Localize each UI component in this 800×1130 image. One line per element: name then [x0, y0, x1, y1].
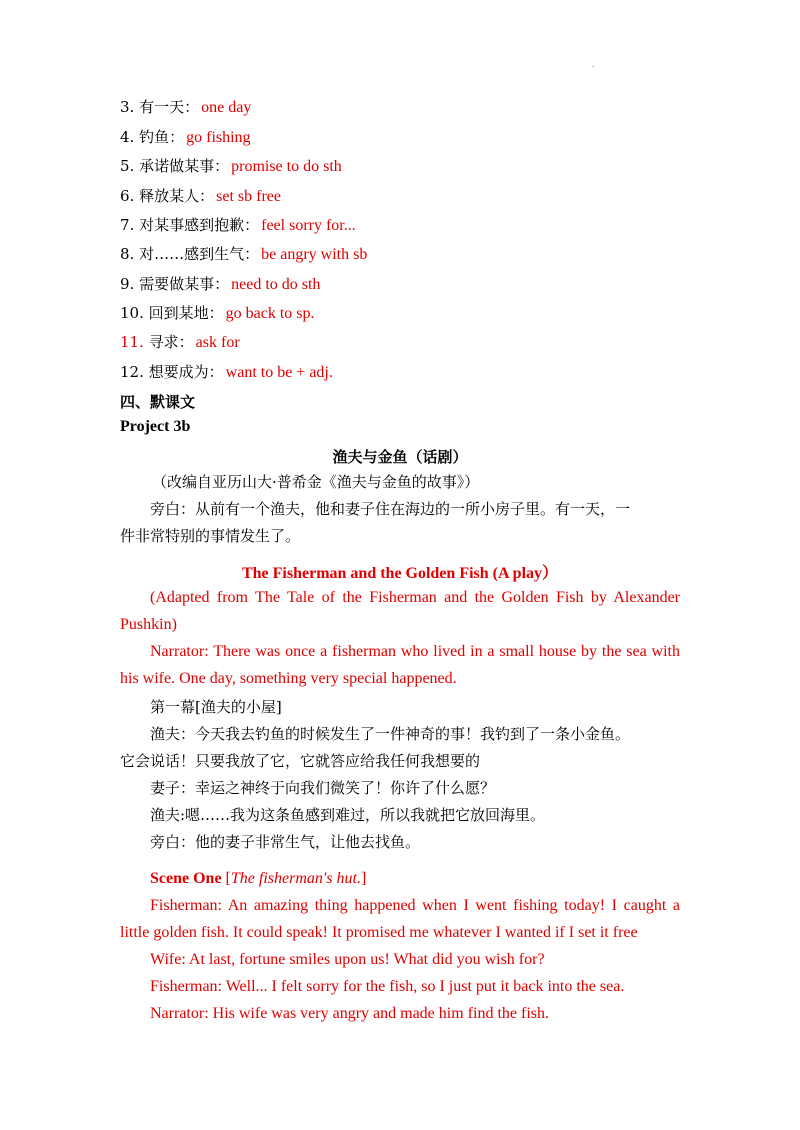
fisherman-line-en: Fisherman: Well... I felt sorry for the fish, so I just put it back into the sea.: [150, 978, 625, 995]
vocab-item: 8. 对……感到生气： be angry with sb: [120, 245, 368, 263]
vocab-item: 10. 回到某地： go back to sp.: [120, 304, 315, 322]
narrator-line-en: Narrator: There was once a fisherman who lived in a small house by the sea with: [150, 643, 680, 660]
scene-heading-en: Scene One [The fisherman's hut.]: [150, 870, 367, 887]
vocab-item: 5. 承诺做某事： promise to do sth: [120, 157, 342, 175]
vocab-item: 9. 需要做某事： need to do sth: [120, 275, 321, 293]
narrator-line-cn: 旁白：他的妻子非常生气，让他去找鱼。: [150, 833, 421, 851]
vocab-item: 7. 对某事感到抱歉： feel sorry for...: [120, 216, 356, 234]
fisherman-line-cn: 渔夫：今天我去钓鱼的时候发生了一件神奇的事！我钓到了一条小金鱼。: [150, 725, 631, 743]
narrator-line-en: Narrator: His wife was very angry and made him find the fish.: [150, 1005, 549, 1022]
wife-line-en: Wife: At last, fortune smiles upon us! What did you wish for?: [150, 951, 545, 968]
adapted-note-en: (Adapted from The Tale of the Fisherman and the Golden Fish by Alexander: [150, 589, 680, 606]
vocab-item: 3. 有一天： one day: [120, 98, 252, 116]
wife-line-cn: 妻子：幸运之神终于向我们微笑了！你许了什么愿？: [150, 779, 496, 797]
scene-heading-cn: 第一幕[渔夫的小屋]: [150, 698, 282, 716]
adapted-note-en: Pushkin): [120, 616, 177, 633]
project-heading: Project 3b: [120, 418, 191, 435]
fisherman-line-en: Fisherman: An amazing thing happened when I went fishing today! I caught a: [150, 897, 680, 914]
fisherman-line-cn: 渔夫:嗯……我为这条鱼感到难过，所以我就把它放回海里。: [150, 806, 546, 824]
scene-one-chinese: [120, 694, 680, 856]
section-heading: 四、默课文: [120, 393, 196, 411]
scene-one-english: [120, 865, 680, 1027]
title-chinese: 渔夫与金鱼（话剧）: [332, 448, 468, 466]
narrator-line-en: his wife. One day, something very special happened.: [120, 670, 457, 687]
chinese-intro: [120, 469, 680, 550]
title-english: The Fisherman and the Golden Fish (A play）: [241, 565, 559, 582]
fisherman-line-en: little golden fish. It could speak! It promised me whatever I wanted if I set it free: [120, 924, 638, 941]
english-intro: [120, 584, 680, 692]
adapted-note-cn: （改编自亚历山大·普希金《渔夫与金鱼的故事》）: [152, 473, 480, 491]
vocab-item: 12. 想要成为： want to be + adj.: [120, 363, 333, 381]
vocab-item: 4. 钓鱼： go fishing: [120, 128, 251, 146]
vocab-item: 11. 寻求： ask for: [120, 333, 240, 351]
vocab-item: 6. 释放某人： set sb free: [120, 187, 281, 205]
page-marker: .: [592, 60, 595, 69]
narrator-line-cn: 旁白：从前有一个渔夫，他和妻子住在海边的一所小房子里。有一天，一: [150, 500, 631, 518]
narrator-line-cn: 件非常特别的事情发生了。: [120, 527, 301, 545]
fisherman-line-cn: 它会说话！只要我放了它，它就答应给我任何我想要的: [120, 752, 481, 770]
